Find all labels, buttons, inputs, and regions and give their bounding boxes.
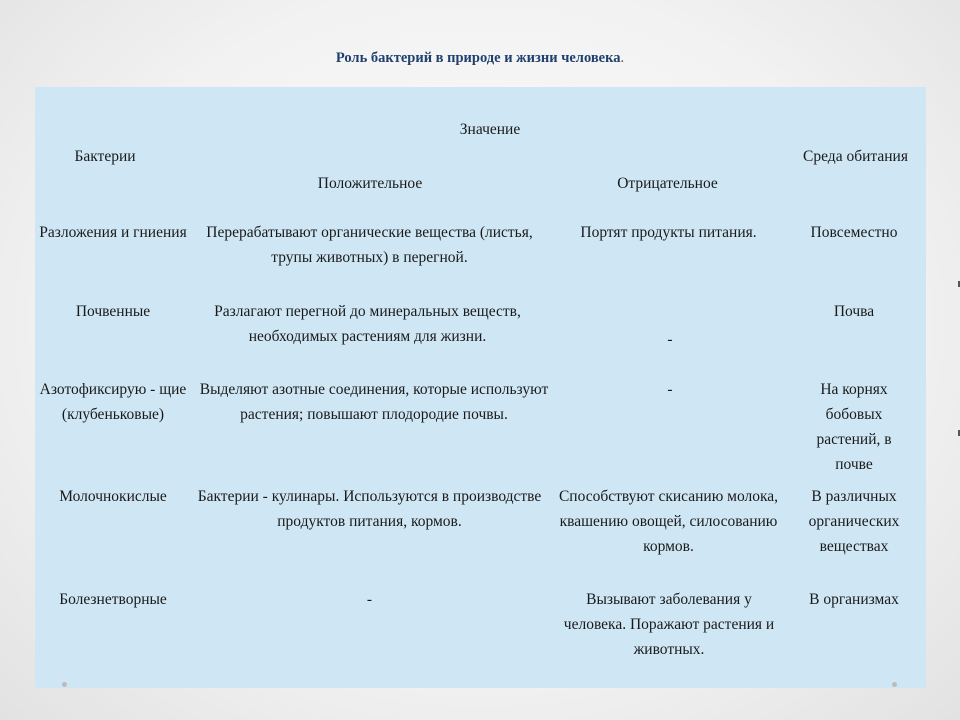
row-2-positive: Разлагают перегной до минеральных веществ, необходимых растениям для жизни. <box>214 303 521 345</box>
row-3-positive: Выделяют азотные соединения, которые используют растения; повышают плодородие почвы. <box>199 381 549 423</box>
header-meaning: Значение <box>459 121 521 138</box>
row-4-type: Молочнокислые <box>59 488 167 505</box>
corner-dot-right <box>892 682 897 687</box>
header-bacteria: Бактерии <box>74 148 136 165</box>
row-5-habitat: В организмах <box>809 591 899 608</box>
row-4-positive: Бактерии - кулинары. Используются в производстве продуктов питания, кормов. <box>197 488 542 530</box>
row-5-type: Болезнетворные <box>59 591 167 608</box>
row-5-positive: - <box>366 591 373 608</box>
header-positive: Положительное <box>317 175 423 192</box>
row-1-type: Разложения и гниения <box>39 224 187 241</box>
row-1-habitat: Повсеместно <box>810 224 898 241</box>
slide-title-period: . <box>620 50 625 66</box>
row-3-type: Азотофиксирую - щие (клубеньковые) <box>39 381 187 423</box>
row-3-habitat: На корнях бобовых растений, в почве <box>816 381 892 473</box>
row-4-negative: Способствуют скисанию молока, квашению овощей, силосованию кормов. <box>558 488 779 555</box>
header-negative: Отрицательное <box>617 175 718 192</box>
slide-title <box>0 50 960 67</box>
row-2-negative: - <box>667 331 673 348</box>
slide-title-text: Роль бактерий в природе и жизни человека <box>335 50 621 66</box>
row-2-habitat: Почва <box>833 303 875 320</box>
row-4-habitat: В различных органических веществах <box>808 488 900 555</box>
bacteria-table <box>35 87 926 688</box>
row-3-negative: - <box>667 381 673 398</box>
row-1-negative: Портят продукты питания. <box>580 224 757 241</box>
row-2-type: Почвенные <box>75 303 151 320</box>
row-1-positive: Перерабатывают органические вещества (листья, трупы животных) в перегной. <box>206 224 533 266</box>
corner-dot-left <box>62 682 67 687</box>
header-habitat: Среда обитания <box>803 148 908 165</box>
row-5-negative: Вызывают заболевания у человека. Поражают растения и животных. <box>563 591 775 658</box>
